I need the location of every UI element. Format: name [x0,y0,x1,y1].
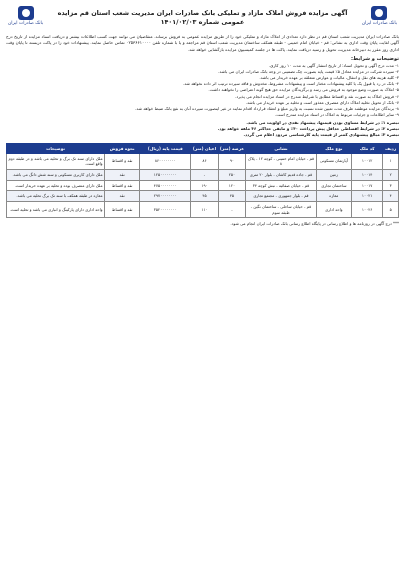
column-header: قیمت پایه (ریال) [140,143,191,153]
note-item: ۱- مدت درج آگهی و تحویل اسناد: از تاریخ انتشار آگهی به مدت ۱۰ روز کاری. [268,62,399,68]
intro-paragraph: بانک صادرات ایران مدیریت شعب استان قم در نظر دارد تعدادی از املاک مازاد و تملیکی خود را از طریق مزایده عمومی به فروش برساند. متقاضیان می توانند جهت کسب اطلاعات بیشتر و دریافت اسناد مزایده از تاریخ درج آگهی لغایت پایان وقت اداری به نشانی: قم - خیابان امام خمینی - طبقه همکف ساختمان مدیریت شعب استان قم مراجعه و یا با شماره تلفن ۰۲۵۳۶۶۱۰۰۰۰ تماس حاصل نمایند. پیشنهادات خود را در پاکت دربسته تا پایان وقت اداری روز مقرر به دبیرخانه مدیریت تحویل و رسید دریافت نمایند. پاکت ها در جلسه کمیسیون مزایده بازگشایی خواهد شد. [6,34,399,52]
note-item: ۴- بانک در رد یا قبول یک یا کلیه پیشنهادات مختار است و پیشنهادات مشروط، مخدوش و فاقد سپرده ترتیب اثر داده نخواهد شد. [182,81,399,87]
table-cell: قم - خیابان ساحلی - ساختمان نگین - طبقه سوم [246,201,317,217]
column-header: اعیان (متر) [191,143,218,153]
column-header: نوع ملک [316,143,351,153]
table-row [7,180,399,191]
payment-note-item: تبصره ۲: در شرایط اقساطی حداقل پیش پرداخت ۳۰٪ و مابقی حداکثر ۳۶ ماهه خواهد بود. [217,126,399,132]
properties-table [6,143,399,219]
table-cell: مغازه [316,191,351,202]
bank-logo-text: بانک صادرات ایران [8,21,44,26]
table-cell: ۳۵۲۰۰۰۰۰۰۰۰ [140,201,191,217]
table-cell: نقد و اقساط [105,153,140,169]
table-cell: ۵ [383,201,399,217]
table-row [7,153,399,169]
table-cell: ملک دارای سند تک برگ و تخلیه می باشد و در طبقه دوم واقع است. [7,153,105,169]
table-cell: آپارتمان مسکونی [316,153,351,169]
table-cell: ۱۹۰ [191,180,218,191]
table-cell: ۱۲۵۰۰۰۰۰۰۰۰ [140,169,191,180]
table-cell: ۲۵۰ [218,169,245,180]
footer-note: *** درج آگهی در روزنامه ها و اطلاع رسانی در پایگاه اطلاع رسانی بانک صادرات ایران انجام می شود. [230,221,399,227]
note-item: ۷- بانک از تحویل تخلیه املاک دارای متصرف معذور است و تخلیه بر عهده خریدار می باشد. [245,99,399,105]
table-cell: نقد و اقساط [105,180,140,191]
table-cell: ۱۰۰۲۶ [351,201,382,217]
notes-list [6,63,399,118]
table-cell: قم - خیابان صفائیه - نبش کوچه ۳۴ [246,180,317,191]
table-cell: قم - بلوار جمهوری - مجتمع تجاری [246,191,317,202]
column-header: نشانی [246,143,317,153]
table-cell: ۴۵ [218,191,245,202]
table-cell: ۱۲۰ [218,180,245,191]
table-cell: واحد اداری دارای پارکینگ و انباری می باشد و تخلیه است. [7,201,105,217]
table-cell: ۲ [383,169,399,180]
notice-header [6,4,399,32]
note-item: ۸- برندگان مزایده موظفند ظرف مدت تعیین شده نسبت به واریز مبلغ و انعقاد قرارداد اقدام نمایند در غیر اینصورت سپرده آنان به نفع بانک ضبط خواهد شد. [135,105,399,111]
bank-logo-left [8,6,43,26]
table-cell: ۱۱۰ [191,201,218,217]
table-cell: - [191,169,218,180]
column-header: نحوه فروش [105,143,140,153]
table-cell: ۱۰۰۱۴ [351,169,382,180]
table-cell: ملک دارای متصرف بوده و تخلیه بر عهده خریدار است. [7,180,105,191]
payment-note-item: تبصره ۳: مبالغ پیشنهادی کمتر از قیمت پایه کارشناسی مردود اعلام می گردد. [243,132,399,138]
note-item: ۶- فروش املاک به صورت نقد و اقساط مطابق با شرایط مندرج در اسناد مزایده انجام می پذیرد. [235,93,399,99]
payment-note-item: تبصره ۱: در شرایط مساوی بودن قیمتها، پیشنهاد نقدی در اولویت می باشد. [246,120,399,126]
bank-logo-icon [371,6,387,20]
table-row [7,191,399,202]
column-header: عرصه (متر) [218,143,245,153]
table-cell: ۴ [383,191,399,202]
table-cell: ملک دارای کاربری مسکونی و سند شش دانگ می باشد. [7,169,105,180]
table-cell: نقد [105,169,140,180]
notice-title: آگهی مزایده فروش املاک مازاد و تملیکی بانک صادرات ایران مدیریت شعب استان قم مزایده عمومی شماره ۱۴۰۱/۰۲/۰۳ [57,9,348,26]
note-item: ۹- سایر اطلاعات و جزئیات مربوط به املاک در اسناد مزایده مندرج است. [274,112,399,118]
table-cell: ۴۷۵۰۰۰۰۰۰۰۰ [140,180,191,191]
table-cell: نقد و اقساط [105,201,140,217]
table-header-row [7,143,399,153]
table-cell: ۱۰۰۱۲ [351,153,382,169]
table-cell: نقد [105,191,140,202]
table-cell: ۸۶۰۰۰۰۰۰۰۰ [140,153,191,169]
table-row [7,169,399,180]
table-cell: ۱۰۰۱۷ [351,180,382,191]
table-cell: قم - خیابان امام خمینی - کوچه ۱۲ - پلاک ۸ [246,153,317,169]
table-cell: زمین [316,169,351,180]
table-cell: ۱ [383,153,399,169]
table-cell: ۴۵ [191,191,218,202]
note-item: ۵- املاک به صورت وضع موجود به فروش می رسد و برگزیدگان مزایده حق هیچ گونه اعتراضی را نخواهند داشت. [208,87,399,93]
note-item: ۳- کلیه هزینه های نقل و انتقال، مالیات و عوارض متعلقه بر عهده خریدار می باشد. [259,75,399,81]
table-cell: مغازه در طبقه همکف با سند تک برگ تخلیه می باشد. [7,191,105,202]
table-cell: ۳ [383,180,399,191]
column-header: توضیحات [7,143,105,153]
note-item: ۲- سپرده شرکت در مزایده معادل ۵٪ قیمت پایه بصورت چک تضمینی در وجه بانک صادرات ایران می باشد. [218,69,399,75]
table-cell: ۹۰ [218,153,245,169]
payment-notes-list [6,120,399,138]
column-header: کد ملک [351,143,382,153]
table-cell: ۲۹۷۰۰۰۰۰۰۰۰ [140,191,191,202]
table-cell: - [218,201,245,217]
bank-logo-text: بانک صادرات ایران [361,21,397,26]
bank-logo-right [362,6,397,26]
column-header: ردیف [383,143,399,153]
notes-title: توضیحات و شرایط: [351,55,399,62]
table-cell: ۱۰۰۲۱ [351,191,382,202]
table-cell: واحد اداری [316,201,351,217]
table-cell: ساختمان تجاری [316,180,351,191]
table-row [7,201,399,217]
table-cell: ۸۶ [191,153,218,169]
bank-logo-icon [18,6,34,20]
table-cell: قم - جاده قدیم کاشان - بلوار ۲۰ متری [246,169,317,180]
